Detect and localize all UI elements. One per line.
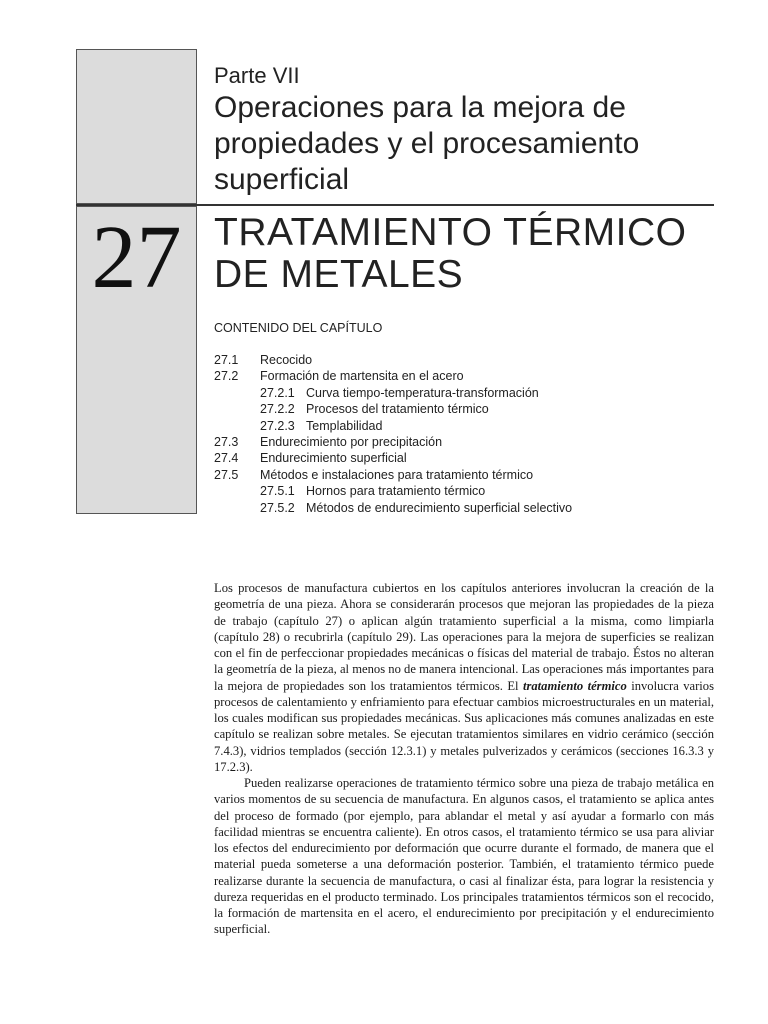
toc-item-title: Endurecimiento superficial xyxy=(260,451,407,466)
part-label: Parte VII xyxy=(214,63,300,88)
toc-item xyxy=(214,450,714,466)
paragraph-2: Pueden realizarse operaciones de tratamiento térmico sobre una pieza de trabajo metálica en varios momentos de su secuencia de manufactura. En algunos casos, el tratamiento se aplica antes del proceso de formado (por ejemplo, para ablandar el metal y así ayudar a formarlo con más facilidad mientras se encuentra caliente). En otros casos, el tratamiento térmico se usa para aliviar los efectos del endurecimiento por deformación que ocurre durante el formado, de manera que el material pueda someterse a una deformación posterior. También, el tratamiento térmico puede realizarse durante la secuencia de manufactura, o casi al finalizar ésta, para lograr la resistencia y dureza requeridas en el producto terminado. Los principales tratamientos térmicos son el recocido, la formación de martensita en el acero, el endurecimiento por precipitación y el endurecimiento superficial. xyxy=(214,776,714,937)
toc-item xyxy=(214,368,714,384)
toc-item-number: 27.5.2 xyxy=(260,500,295,515)
toc-subitem xyxy=(214,483,714,499)
toc-item-number: 27.2.2 xyxy=(260,402,295,417)
toc-item-number: 27.1 xyxy=(214,353,239,367)
toc-item xyxy=(214,434,714,450)
key-term: tratamiento térmico xyxy=(522,678,627,693)
chapter-number: 27 xyxy=(91,208,182,307)
toc-subitem xyxy=(214,401,714,417)
toc-item-title: Templabilidad xyxy=(306,418,383,433)
paragraph-1-part-a: Los procesos de manufactura cubiertos en los capítulos anteriores involucran la creación de la geometría de una pieza. Ahora se considerarán procesos que mejoran las propiedades de la pieza de trabajo (capítulo 27) o aplican algún tratamiento superficial a la misma, como limpiarla (capítulo 28) o recubrirla (capítulo 29). Las operaciones para la mejora de superficies se realizan con el fin de perfeccionar propiedades mecánicas o físicas del material de trabajo. Éstos no alteran la geometría de la pieza, al menos no de manera intencional. Las operaciones más importantes para la mejora de propiedades son los tratamientos térmicos. El xyxy=(214,581,714,693)
toc-item-title: Hornos para tratamiento térmico xyxy=(306,484,486,499)
part-title: Operaciones para la mejora de propiedades y el procesamiento superficial xyxy=(214,91,640,196)
toc-item-number: 27.2.1 xyxy=(260,385,295,400)
toc-item-title: Formación de martensita en el acero xyxy=(260,369,464,384)
toc-item-title: Recocido xyxy=(260,353,313,367)
paragraph-1-part-b: involucra varios procesos de calentamiento y enfriamiento para efectuar cambios microestructurales en un material, los cuales modifican sus propiedades mecánicas. Sus aplicaciones más comunes analizadas en este capítulo se realizan sobre metales. Se ejecutan tratamientos similares en vidrio cerámico (sección 7.4.3), vidrios templados (sección 12.3.1) y metales pulverizados y cerámicos (secciones 16.3.3 y 17.2.3). xyxy=(214,678,715,774)
toc-item-number: 27.5 xyxy=(214,467,239,482)
toc-item-title: Endurecimiento por precipitación xyxy=(260,434,443,449)
toc-item-number: 27.3 xyxy=(214,434,239,449)
toc-item xyxy=(214,467,714,483)
toc-item-number: 27.2.3 xyxy=(260,418,295,433)
toc-item-number: 27.5.1 xyxy=(260,484,295,499)
toc-item xyxy=(214,352,714,368)
toc-item-number: 27.4 xyxy=(214,451,239,466)
toc-subitem xyxy=(214,385,714,401)
chapter-title-line-1: TRATAMIENTO TÉRMICO xyxy=(214,211,687,254)
toc-subitem xyxy=(214,418,714,434)
header-divider xyxy=(76,204,714,206)
part-sidebar-box xyxy=(76,49,197,204)
contents-heading: CONTENIDO DEL CAPÍTULO xyxy=(214,321,383,335)
chapter-title-line-2: DE METALES xyxy=(214,253,464,296)
paragraph-1 xyxy=(214,580,714,775)
toc-item-title: Métodos de endurecimiento superficial selectivo xyxy=(306,500,573,515)
chapter-title xyxy=(214,212,714,296)
toc-item-title: Procesos del tratamiento térmico xyxy=(306,402,489,417)
chapter-intro-text xyxy=(214,580,714,938)
toc-subitem xyxy=(214,500,714,516)
toc-item-number: 27.2 xyxy=(214,369,239,384)
table-of-contents xyxy=(214,352,714,516)
toc-item-title: Métodos e instalaciones para tratamiento térmico xyxy=(260,467,534,482)
toc-item-title: Curva tiempo-temperatura-transformación xyxy=(306,385,539,400)
